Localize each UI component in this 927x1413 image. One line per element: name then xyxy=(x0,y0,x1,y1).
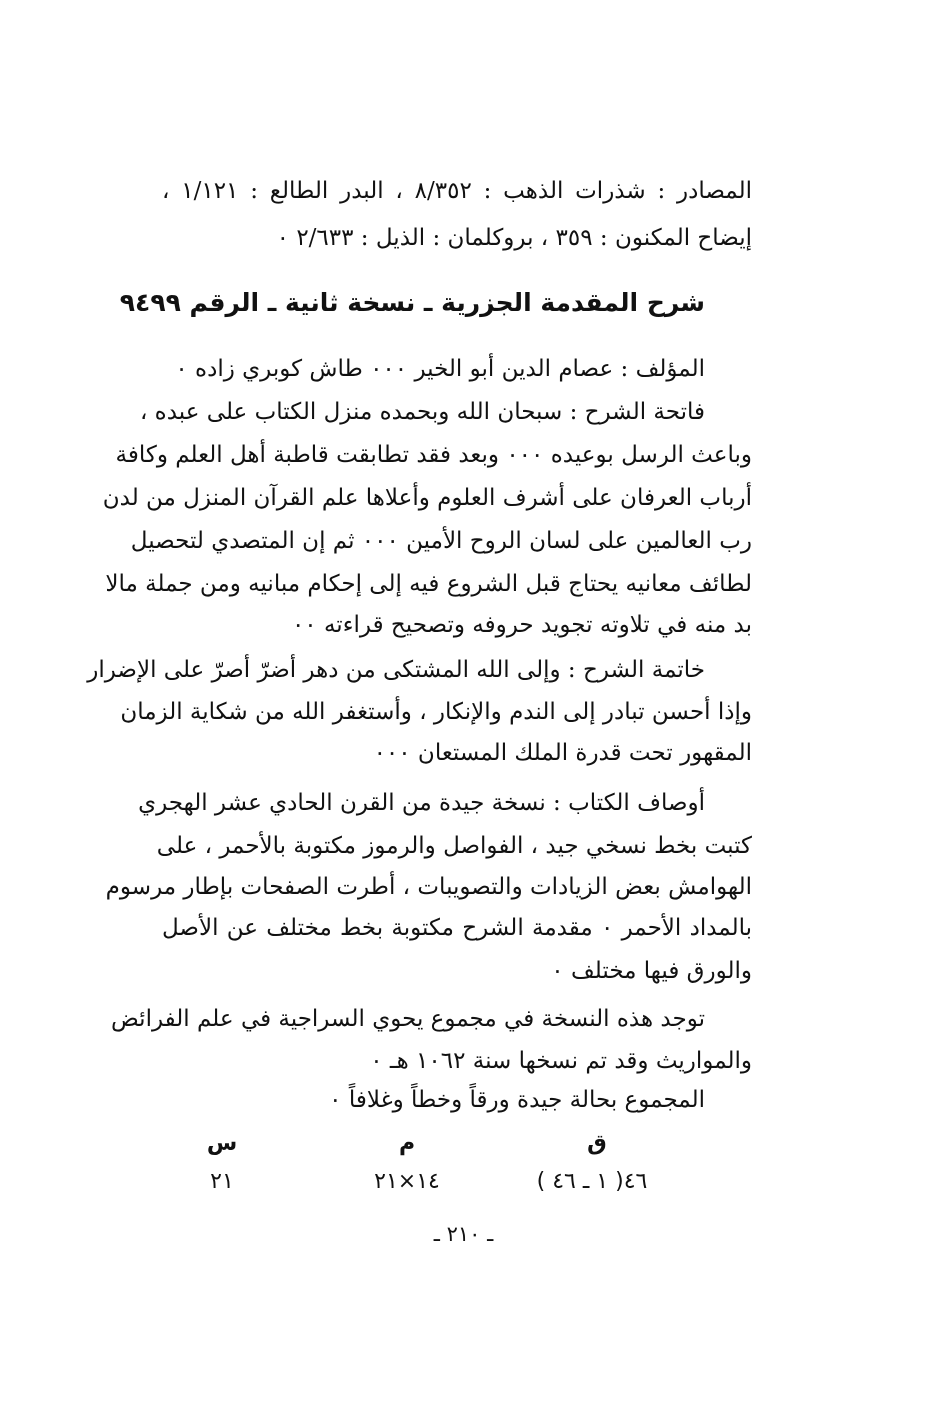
opening-line-6: بد منه في تلاوته تجويد حروفه وتصحيح قراءته ٠٠ xyxy=(291,612,752,638)
description-line-2: كتبت بخط نسخي جيد ، الفواصل والرموز مكتوبة بالأحمر ، على xyxy=(156,833,752,859)
table-header-lines: س xyxy=(206,1131,238,1156)
table-header-size: م xyxy=(398,1131,416,1156)
sources-line-2: إيضاح المكنون : ٣٥٩ ، بروكلمان : الذيل : ٢/٦٣٣ ٠ xyxy=(276,225,752,251)
page-number: ـ ٢١٠ ـ xyxy=(433,1222,494,1246)
opening-line-3: أرباب العرفان على أشرف العلوم وأعلاها علم القرآن المنزل من لدن xyxy=(102,485,752,511)
closing-line-3: المقهور تحت قدرة الملك المستعان ٠٠٠ xyxy=(373,740,752,766)
closing-line-2: وإذا أحسن تبادر إلى الندم والإنكار ، وأستغفر الله من شكاية الزمان xyxy=(120,699,752,725)
description-line-1: أوصاف الكتاب : نسخة جيدة من القرن الحادي عشر الهجري xyxy=(138,790,705,816)
description-line-4: بالمداد الأحمر ٠ مقدمة الشرح مكتوبة بخط مختلف عن الأصل xyxy=(162,915,752,941)
author-line: المؤلف : عصام الدين أبو الخير ٠٠٠ طاش كوبري زاده ٠ xyxy=(175,356,705,382)
location-line-3: المجموع بحالة جيدة ورقاً وخطاً وغلافاً ٠ xyxy=(329,1087,705,1113)
table-value-leaves: ٤٦( ١ ـ ٤٦ ) xyxy=(536,1169,648,1194)
sources-line-1: المصادر : شذرات الذهب : ٨/٣٥٢ ، البدر الطالع : ١/١٢١ ، xyxy=(162,178,752,204)
closing-line-1: خاتمة الشرح : وإلى الله المشتكى من دهر أضرّ أصرّ على الإضرار xyxy=(87,657,705,683)
description-line-5: والورق فيها مختلف ٠ xyxy=(551,958,752,984)
opening-line-1: فاتحة الشرح : سبحان الله وبحمده منزل الكتاب على عبده ، xyxy=(139,399,705,425)
table-header-leaves: ق xyxy=(587,1131,607,1156)
table-value-size: ١٤×٢١ xyxy=(374,1169,440,1194)
location-line-1: توجد هذه النسخة في مجموع يحوي السراجية في علم الفرائض xyxy=(110,1006,705,1032)
location-line-2: والمواريث وقد تم نسخها سنة ١٠٦٢ هـ ٠ xyxy=(370,1048,752,1074)
entry-heading: شرح المقدمة الجزرية ـ نسخة ثانية ـ الرقم ٩٤٩٩ xyxy=(119,288,705,317)
table-value-lines: ٢١ xyxy=(210,1169,234,1194)
opening-line-5: لطائف معانيه يحتاج قبل الشروع فيه إلى إحكام مبانيه ومن جملة مالا xyxy=(105,571,752,597)
opening-line-2: وباعث الرسل بوعيده ٠٠٠ وبعد فقد تطابقت قاطبة أهل العلم وكافة xyxy=(115,442,752,468)
description-line-3: الهوامش بعض الزيادات والتصويبات ، أطرت الصفحات بإطار مرسوم xyxy=(105,874,752,900)
opening-line-4: رب العالمين على لسان الروح الأمين ٠٠٠ ثم إن المتصدي لتحصيل xyxy=(130,528,752,554)
